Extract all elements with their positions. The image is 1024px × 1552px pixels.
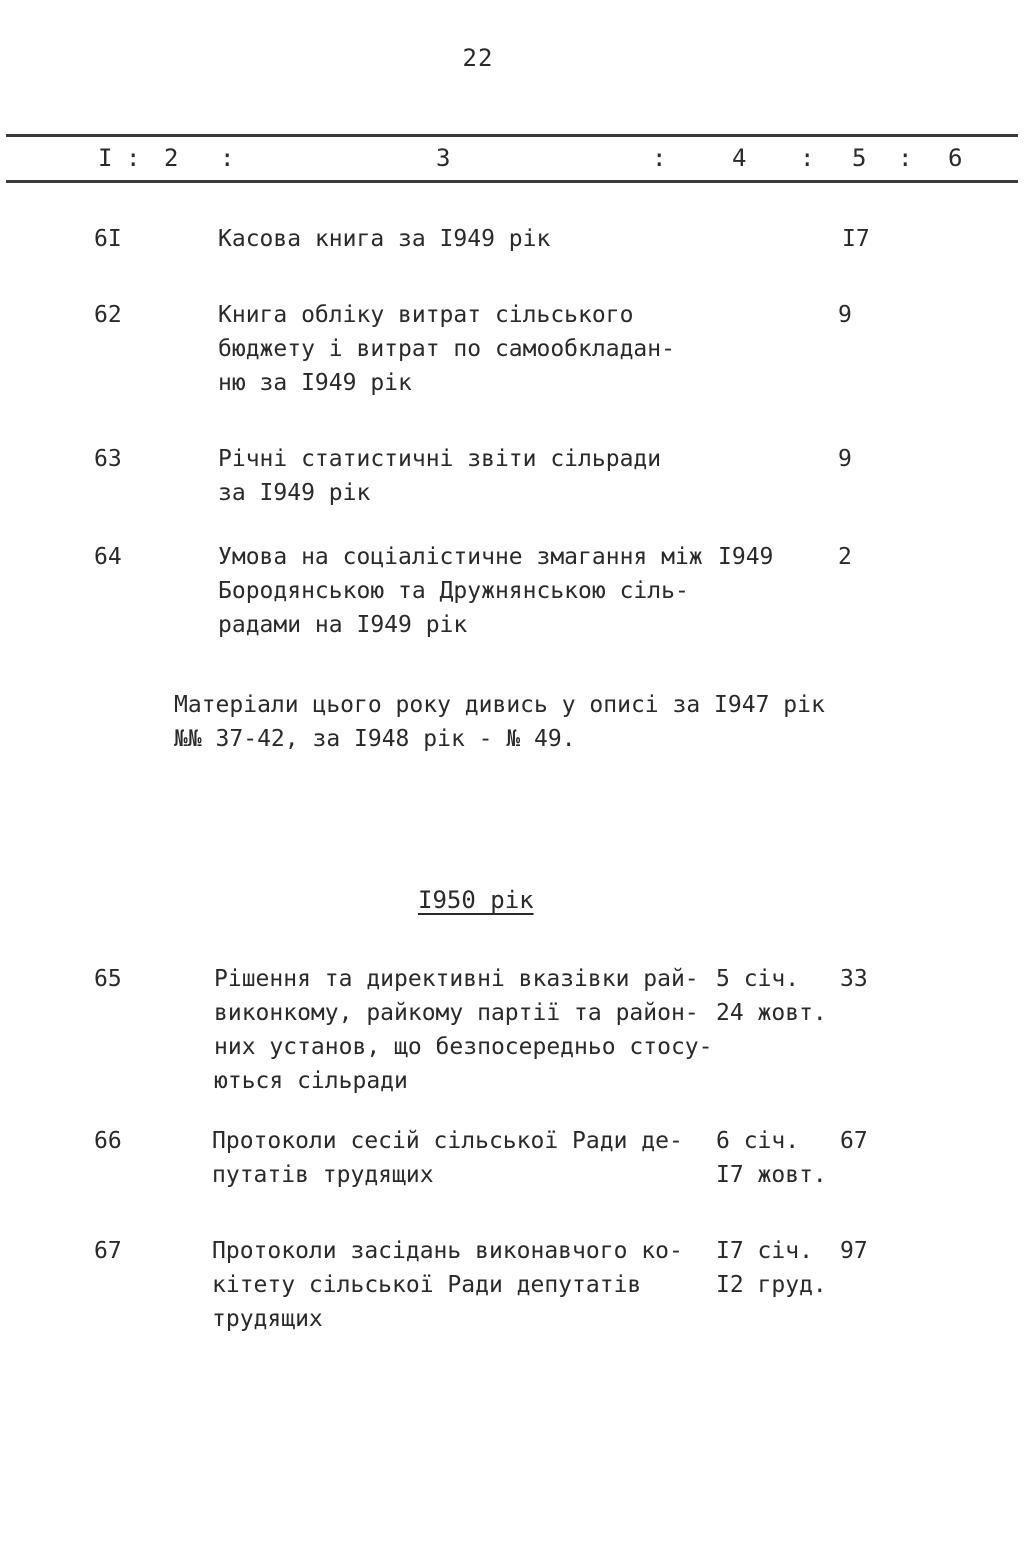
entry-dates xyxy=(716,962,827,1030)
entry-title-line: виконкому, райкому партії та район- xyxy=(214,1000,699,1026)
column-separator: : xyxy=(126,144,141,172)
entry-title xyxy=(212,1234,702,1336)
entry-dates xyxy=(716,1124,827,1192)
cross-reference-note xyxy=(174,688,874,756)
entry-title-line: путатів трудящих xyxy=(212,1162,434,1188)
page-number: 22 xyxy=(462,44,494,72)
entry-title xyxy=(214,962,713,1098)
entry-title-line: них установ, що безпосередньо стосу- xyxy=(214,1034,713,1060)
header-bottom-rule xyxy=(6,180,1018,183)
entry-dates xyxy=(718,540,773,574)
entry-date-line: 24 жовт. xyxy=(716,1000,827,1026)
entry-number: 66 xyxy=(94,1128,122,1154)
section-title-1950: I950 рік xyxy=(418,886,534,914)
entry-title xyxy=(218,442,708,510)
entry-title-line: ються сільради xyxy=(214,1068,408,1094)
entry-number: 65 xyxy=(94,966,122,992)
entry-sheet-count: 97 xyxy=(840,1238,868,1264)
entry-title-line: за I949 рік xyxy=(218,480,371,506)
entry-sheet-count: 67 xyxy=(840,1128,868,1154)
entry-date-line: 6 січ. xyxy=(716,1128,800,1154)
entry-title xyxy=(218,222,708,256)
column-6-label: 6 xyxy=(948,144,963,172)
entry-title-line: трудящих xyxy=(212,1306,323,1332)
entry-title-line: Книга обліку витрат сільського xyxy=(218,302,634,328)
column-2-label: 2 xyxy=(164,144,179,172)
column-separator: : xyxy=(220,144,235,172)
entry-title-line: бюджету і витрат по самообкладан- xyxy=(218,336,675,362)
entry-title-line: Річні статистичні звіти сільради xyxy=(218,446,662,472)
entry-title-line: Умова на соціалістичне змагання між xyxy=(218,544,703,570)
entry-title-line: кітету сільської Ради депутатів xyxy=(212,1272,642,1298)
entry-number: 63 xyxy=(94,446,122,472)
column-header-row xyxy=(0,144,1024,178)
entry-date-line: I949 xyxy=(718,544,774,570)
column-4-label: 4 xyxy=(732,144,747,172)
entry-date-line: 5 січ. xyxy=(716,966,800,992)
entry-sheet-count: 33 xyxy=(840,966,868,992)
column-separator: : xyxy=(898,144,913,172)
entry-number: 64 xyxy=(94,544,122,570)
entry-title-line: Рішення та директивні вказівки рай- xyxy=(214,966,699,992)
entry-title-line: ню за I949 рік xyxy=(218,370,412,396)
entry-title xyxy=(218,540,708,642)
entry-number: 6I xyxy=(94,226,122,252)
entry-sheet-count: I7 xyxy=(842,226,870,252)
entry-title xyxy=(218,298,708,400)
entry-date-line: I7 жовт. xyxy=(716,1162,827,1188)
entry-title-line: радами на I949 рік xyxy=(218,612,468,638)
entry-sheet-count: 2 xyxy=(838,544,852,570)
note-line: Матеріали цього року дивись у описі за I947 рік xyxy=(174,692,825,718)
entry-title-line: Протоколи засідань виконавчого ко- xyxy=(212,1238,683,1264)
entry-title xyxy=(212,1124,702,1192)
header-top-rule xyxy=(6,134,1018,137)
entry-sheet-count: 9 xyxy=(838,446,852,472)
entry-number: 62 xyxy=(94,302,122,328)
column-separator: : xyxy=(800,144,815,172)
entry-sheet-count: 9 xyxy=(838,302,852,328)
column-separator: : xyxy=(652,144,667,172)
entry-title-line: Касова книга за I949 рік xyxy=(218,226,551,252)
entry-dates xyxy=(716,1234,827,1302)
column-1-label: I xyxy=(98,144,113,172)
column-3-label: 3 xyxy=(436,144,451,172)
entry-date-line: I2 груд. xyxy=(716,1272,827,1298)
entry-title-line: Бородянською та Дружнянською сіль- xyxy=(218,578,689,604)
entry-title-line: Протоколи сесій сільської Ради де- xyxy=(212,1128,683,1154)
column-5-label: 5 xyxy=(852,144,867,172)
entry-number: 67 xyxy=(94,1238,122,1264)
note-line: №№ 37-42, за I948 рік - № 49. xyxy=(174,726,576,752)
entry-date-line: I7 січ. xyxy=(716,1238,813,1264)
